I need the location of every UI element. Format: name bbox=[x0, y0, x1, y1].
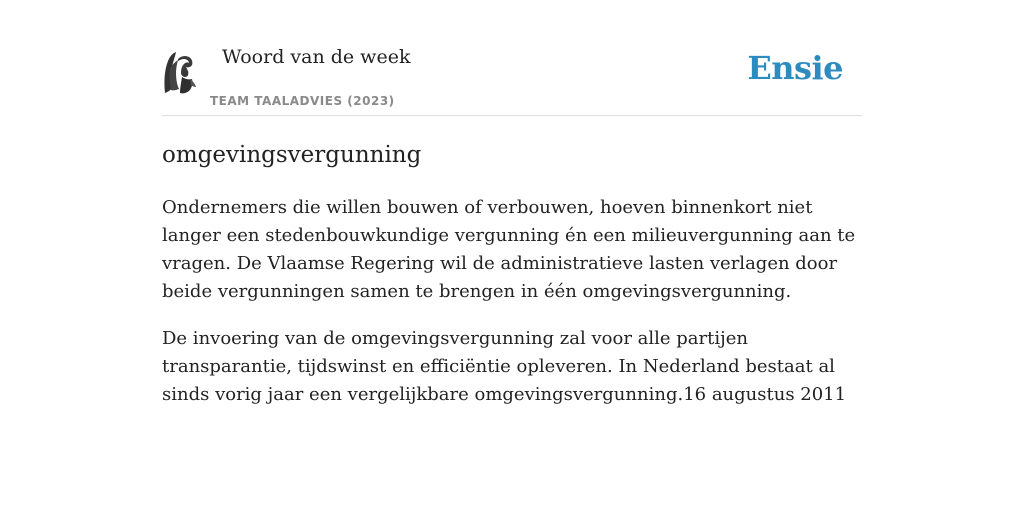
entry-header bbox=[162, 40, 862, 116]
entry-paragraph bbox=[162, 325, 862, 409]
header-title: Woord van de week bbox=[222, 46, 411, 68]
ensie-brand-link[interactable]: Ensie bbox=[747, 49, 843, 87]
entry-date: 16 augustus 2011 bbox=[683, 384, 847, 405]
entry-card bbox=[162, 40, 862, 409]
author-year-label: TEAM TAALADVIES (2023) bbox=[210, 94, 395, 108]
entry-term: omgevingsvergunning bbox=[162, 142, 422, 168]
entry-paragraph: Ondernemers die willen bouwen of verbouwen, hoeven binnenkort niet langer een stedenbouwkundige vergunning én een milieuvergunning aan te vragen. De Vlaamse Regering wil de administratieve lasten verlagen door beide vergunningen samen te brengen in één omgevingsvergunning. bbox=[162, 197, 856, 302]
entry-paragraph-text: De invoering van de omgevingsvergunning zal voor alle partijen transparantie, tijdswinst en efficiëntie opleveren. In Nederland bestaat al sinds vorig jaar een vergelijkbare omgevingsvergunning. bbox=[162, 328, 835, 405]
flemish-lion-logo-icon bbox=[162, 49, 198, 95]
